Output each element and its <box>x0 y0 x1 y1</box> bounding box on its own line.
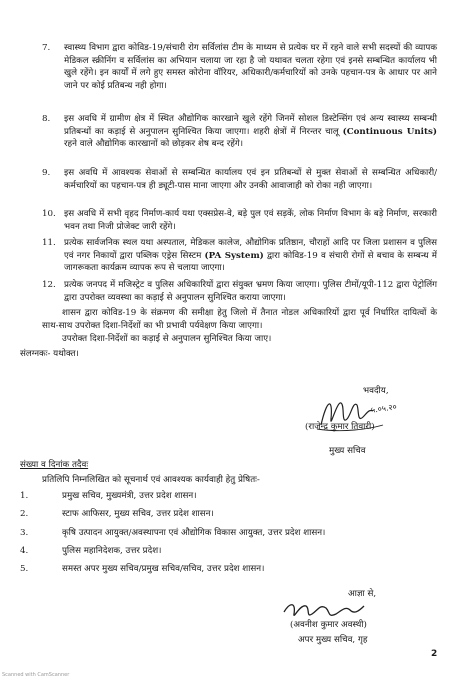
item-text: प्रत्येक जनपद में मजिस्ट्रेट व पुलिस अधिकारियों द्वारा संयुक्त भ्रमण किया जाएगा। पुलिस टीमों/यूपी-112 द्वारा पेट्रोलिंग द्वारा उपरोक्त व्यवस्था का कड़ाई से अनुपालन सुनिश्चित कराया जाएगा। <box>64 280 437 303</box>
item-text-bold: (PA System) <box>204 250 264 261</box>
compliance-line: उपरोक्त दिशा-निर्देशों का कड़ाई से अनुपालन सुनिश्चित किया जाए। <box>62 334 272 344</box>
item-text-part: इस अवधि में ग्रामीण क्षेत्र में स्थित औद्योगिक कारखाने खुले रहेंगे जिनमें सोशल डिस्टेन्सिंग एवं अन्य स्वास्थ्य सम्बन्धी प्रतिबन्धों का कड़ाई से अनुपालन सुनिश्चित किया जाएगा। शहरी क्षेत्रों में निरन्तर चालू <box>64 114 437 137</box>
list-item-number: 4. <box>20 546 29 556</box>
item-text: इस अवधि में आवश्यक सेवाओं से सम्बन्धित कार्यालय एवं इन प्रतिबन्धों से मुक्त सेवाओं से सम्बन्धित अधिकारी/कर्मचारियों का पहचान-पत्र ही ड्यूटी-पास माना जाएगा और उनकी आवाजाही को रोका नही जाएगा। <box>64 168 437 191</box>
signatory-designation: मुख्य सचिव <box>329 446 366 456</box>
list-item-text: प्रमुख सचिव, मुख्यमंत्री, उत्तर प्रदेश शासन। <box>62 491 197 501</box>
item-number: 7. <box>42 43 51 53</box>
guideline-item-8 <box>42 113 437 151</box>
item-text-part: रहने वाले औद्योगिक कारखानों को छोड़कर शेष बन्द रहेंगे। <box>64 139 244 150</box>
guideline-item-12 <box>42 279 437 304</box>
list-item-number: 5. <box>20 564 29 574</box>
item-text <box>64 237 437 275</box>
item-number: 8. <box>42 114 51 124</box>
list-item-number: 3. <box>20 528 29 538</box>
signatory-name: (राजेन्द्र कुमार तिवारी) <box>305 422 375 432</box>
memo-intro: प्रतिलिपि निम्नलिखित को सूचनार्थ एवं आवश्यक कार्यवाही हेतु प्रेषितः- <box>42 475 260 485</box>
item-text-bold: (Continuous Units) <box>342 126 437 137</box>
enclosure-line: संलग्नकः- यथोक्त। <box>20 349 79 359</box>
guideline-item-9 <box>42 167 437 192</box>
guideline-item-10 <box>42 208 437 233</box>
list-item-number: 1. <box>20 491 29 501</box>
item-number: 12. <box>42 280 56 290</box>
signatory-prefix: भवदीय, <box>363 386 389 396</box>
list-item-text: समस्त अपर मुख्य सचिव/प्रमुख सचिव/सचिव, उत्तर प्रदेश शासन। <box>62 564 265 574</box>
item-text: स्वास्थ्य विभाग द्वारा कोविड-19/संचारी रोग सर्विलांस टीम के माध्यम से प्रत्येक घर में रहने वाले सभी सदस्यों की व्यापक मेडिकल स्क्रीनिंग व सर्विलांस का अभियान चलाया जा रहा है जो यथावत चलता रहेगा एवं इनसे सम्बन्धित कार्यालय भी खुले रहेंगे। इन कार्यों में लगे हुए समस्त कोरोना वॉरियर, अधिकारी/कर्मचारियों को उनके पहचान-पत्र के आधार पर आने जाने पर कोई प्रतिबन्ध नही होगा। <box>64 43 437 91</box>
item-number: 9. <box>42 168 51 178</box>
item-number: 10. <box>42 209 56 219</box>
page-number: 2 <box>431 649 438 659</box>
review-paragraph: शासन द्वारा कोविड-19 के संक्रमण की समीक्षा हेतु जिलो में तैनात नोडल अधिकारियों द्वारा पूर्व निर्धारित दायित्वों के साथ-साथ उपरोक्त दिशा-निर्देशों का भी प्रभावी पर्यवेक्षण किया जाएगा। <box>42 308 437 331</box>
signature-date: ५.०५.२० <box>370 402 398 415</box>
item-text <box>64 113 437 151</box>
signatory-prefix: आज्ञा से, <box>348 589 377 599</box>
scanner-watermark: Scanned with CamScanner <box>2 672 70 678</box>
guideline-item-11 <box>42 237 437 275</box>
list-item-text: स्टाफ आफिसर, मुख्य सचिव, उत्तर प्रदेश शासन। <box>62 509 214 519</box>
item-text: इस अवधि में सभी वृहद निर्माण-कार्य यथा एक्सप्रेस-वे, बड़े पुल एवं सड़कें, लोक निर्माण विभाग के बड़े निर्माण, सरकारी भवन तथा निजी प्रोजेक्ट जारी रहेंगे। <box>64 209 437 232</box>
item-number: 11. <box>42 238 56 248</box>
signatory-name: (अवनीश कुमार अवस्थी) <box>290 620 367 630</box>
list-item-number: 2. <box>20 509 29 519</box>
item-text-part: प्रत्येक सार्वजनिक स्थल यथा अस्पताल, मेडिकल कालेज, औद्योगिक प्रतिष्ठान, चौराहों आदि पर जिला प्रशासन व पुलिस एवं नगर निकायों द्वारा पब्लिक एड्रेस सिस्टम <box>64 238 437 261</box>
memo-reference: संख्या व दिनांक तदैवः <box>20 460 89 470</box>
signatory-designation: अपर मुख्य सचिव, गृह <box>298 635 368 645</box>
list-item-text: पुलिस महानिदेशक, उत्तर प्रदेश। <box>62 546 162 556</box>
item-text-part: द्वारा कोविड-19 व संचारी रोगों से बचाव के सम्बन्ध में जागरूकता कार्यक्रम व्यापक रूप से चलाया जाएगा। <box>64 250 437 274</box>
guideline-item-7 <box>42 42 437 92</box>
list-item-text: कृषि उत्पादन आयुक्त/अवस्थापना एवं औद्योगिक विकास आयुक्त, उत्तर प्रदेश शासन। <box>62 528 326 538</box>
